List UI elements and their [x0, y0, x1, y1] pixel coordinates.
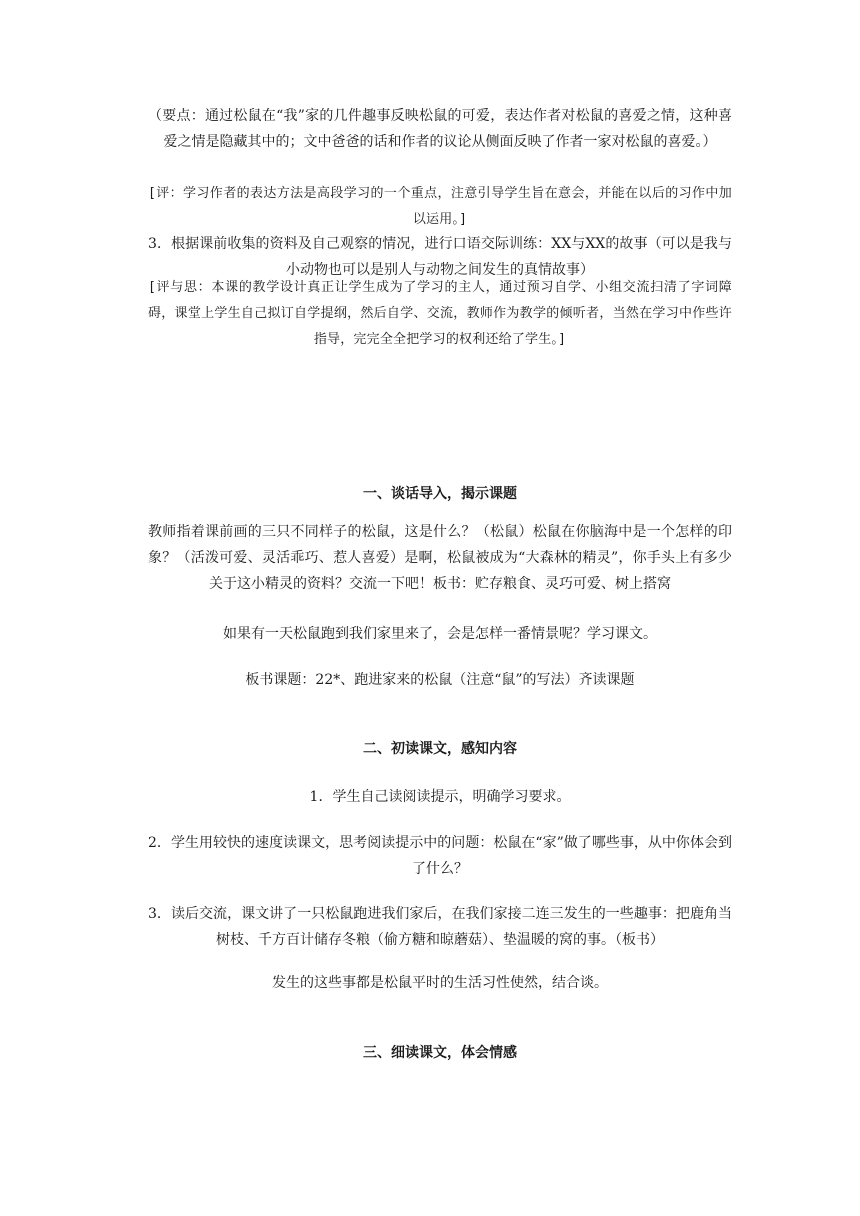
section-2-item-2: 2．学生用较快的速度读课文，思考阅读提示中的问题：松鼠在“家”做了哪些事，从中你体会到了什么？: [148, 835, 732, 877]
section-1-title-paragraph: 板书课题：22*、跑进家来的松鼠（注意“鼠”的写法）齐读课题: [245, 672, 635, 688]
section-1-intro-paragraph: 教师指着课前画的三只不同样子的松鼠，这是什么？（松鼠）松鼠在你脑海中是一个怎样的印象？（活泼可爱、灵活乖巧、惹人喜爱）是啊，松鼠被成为“大森林的精灵”，你手头上有多少关于这小精灵的资料？交流一下吧！板书：贮存粮食、灵巧可爱、树上搭窝: [148, 524, 732, 592]
teacher-comment-1: [评：学习作者的表达方法是高段学习的一个重点，注意引导学生旨在意会，并能在以后的习作中加以运用。]: [148, 186, 732, 227]
oral-practice-item: 3．根据课前收集的资料及自己观察的情况，进行口语交际训练：XX与XX的故事（可以是我与小动物也可以是别人与动物之间发生的真情故事）: [148, 236, 732, 278]
section-1-heading: 一、谈话导入，揭示课题: [363, 486, 517, 502]
key-points-paragraph: （要点：通过松鼠在“我”家的几件趣事反映松鼠的可爱，表达作者对松鼠的喜爱之情，这种喜爱之情是隐藏其中的；文中爸爸的话和作者的议论从侧面反映了作者一家对松鼠的喜爱。）: [148, 108, 732, 150]
section-1-question-paragraph: 如果有一天松鼠跑到我们家里来了，会是怎样一番情景呢？学习课文。: [223, 626, 657, 642]
section-2-item-1: 1．学生自己读阅读提示，明确学习要求。: [309, 789, 571, 805]
section-3-heading: 三、细读课文，体会情感: [363, 1045, 517, 1061]
teacher-comment-2: [评与思：本课的教学设计真正让学生成为了学习的主人，通过预习自学、小组交流扫清了字词障碍，课堂上学生自己拟订自学提纲，然后自学、交流，教师作为教学的倾听者，当然在学习中作些许指导，完完全全把学习的权利还给了学生。]: [148, 280, 732, 347]
section-2-closing-paragraph: 发生的这些事都是松鼠平时的生活习性使然，结合谈。: [272, 975, 608, 991]
section-2-item-3: 3．读后交流，课文讲了一只松鼠跑进我们家后，在我们家接二连三发生的一些趣事：把鹿角当树枝、千方百计储存冬粮（偷方糖和晾蘑菇）、垫温暖的窝的事。（板书）: [148, 906, 732, 948]
section-2-heading: 二、初读课文，感知内容: [363, 741, 517, 757]
